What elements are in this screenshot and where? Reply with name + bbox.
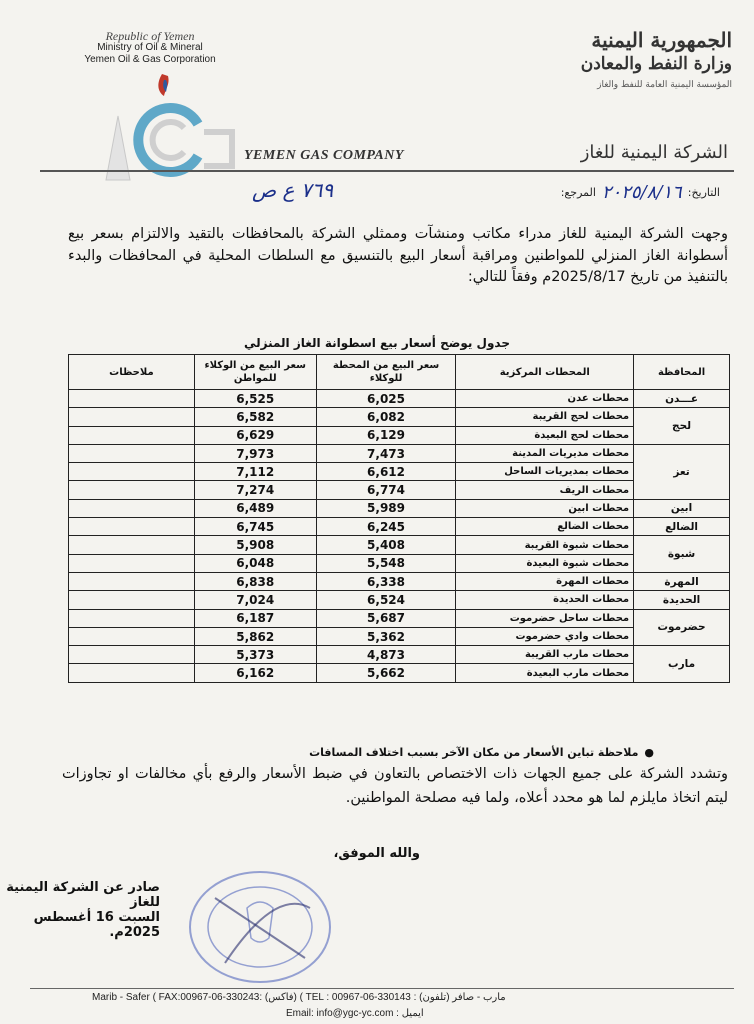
- notes-cell: [69, 390, 195, 408]
- table-row: [69, 591, 730, 609]
- station-cell: محطات مديريات المدينة: [456, 444, 634, 462]
- footer-email: Email: info@ygc-yc.com : ايميل: [286, 1008, 424, 1019]
- governorate-cell: لحج: [634, 408, 730, 445]
- station-price-cell: 6,338: [316, 572, 456, 590]
- agent-price-cell: 6,162: [194, 664, 316, 682]
- station-price-cell: 5,362: [316, 627, 456, 645]
- table-row: [69, 536, 730, 554]
- corporation-ar: المؤسسة اليمنية العامة للنفط والغاز: [597, 80, 732, 90]
- notes-cell: [69, 664, 195, 682]
- station-cell: محطات شبوة البعيدة: [456, 554, 634, 572]
- header-station: المحطات المركزية: [456, 355, 634, 390]
- table-row: [69, 646, 730, 664]
- station-price-cell: 6,082: [316, 408, 456, 426]
- table-row: [69, 664, 730, 682]
- governorate-cell: المهرة: [634, 572, 730, 590]
- governorate-cell: شبوة: [634, 536, 730, 573]
- table-header-row: [69, 355, 730, 390]
- ref-label: المرجع:: [560, 186, 596, 199]
- notes-cell: [69, 463, 195, 481]
- station-cell: محطات لحج البعيدة: [456, 426, 634, 444]
- station-price-cell: 5,989: [316, 499, 456, 517]
- yemen-gas-logo: [100, 70, 240, 190]
- header-divider: [40, 170, 734, 172]
- table-row: [69, 499, 730, 517]
- table-row: [69, 572, 730, 590]
- header-right-block: [522, 28, 732, 90]
- company-name-en: YEMEN GAS COMPANY: [244, 148, 404, 163]
- official-stamp-icon: [185, 868, 335, 986]
- governorate-cell: تعز: [634, 444, 730, 499]
- corporation-en: Yemen Oil & Gas Corporation: [84, 54, 216, 65]
- header-agent-price: سعر البيع من الوكلاء للمواطن: [194, 355, 316, 390]
- agent-price-cell: 5,373: [194, 646, 316, 664]
- governorate-cell: حضرموت: [634, 609, 730, 646]
- notes-cell: [69, 518, 195, 536]
- date-value: ٢٠٢٥/٨/١٦: [601, 182, 682, 203]
- notes-cell: [69, 499, 195, 517]
- agent-price-cell: 5,862: [194, 627, 316, 645]
- issue-date: السبت 16 أغسطس 2025م.: [33, 910, 160, 940]
- closing-greeting: والله الموفق،: [333, 846, 420, 861]
- republic-en: Republic of Yemen: [105, 29, 195, 43]
- notes-cell: [69, 444, 195, 462]
- table-note: [0, 746, 654, 759]
- notes-cell: [69, 554, 195, 572]
- agent-price-cell: 7,973: [194, 444, 316, 462]
- table-row: [69, 444, 730, 462]
- ref-value: ٧٦٩ ع ص: [252, 178, 334, 202]
- station-cell: محطات بمديريات الساحل: [456, 463, 634, 481]
- footer-divider: [30, 988, 734, 989]
- station-cell: محطات وادي حضرموت: [456, 627, 634, 645]
- station-price-cell: 5,687: [316, 609, 456, 627]
- station-cell: محطات مارب القريبة: [456, 646, 634, 664]
- table-row: [69, 481, 730, 499]
- station-price-cell: 5,662: [316, 664, 456, 682]
- table-row: [69, 426, 730, 444]
- bullet-icon: ●: [644, 746, 654, 759]
- ministry-ar: وزارة النفط والمعادن: [580, 54, 732, 74]
- station-price-cell: 4,873: [316, 646, 456, 664]
- station-price-cell: 7,473: [316, 444, 456, 462]
- table-title: جدول يوضح أسعار بيع اسطوانة الغاز المنزلي: [244, 336, 510, 350]
- ministry-en: Ministry of Oil & Mineral: [97, 42, 203, 53]
- notes-cell: [69, 481, 195, 499]
- station-price-cell: 5,408: [316, 536, 456, 554]
- closing-paragraph: وتشدد الشركة على جميع الجهات ذات الاختصاص بالتعاون في ضبط الأسعار والرفع بأي مخالفات او تجاوزات ليتم اتخاذ مايلزم لما هو محدد أعلاه، ولما فيه مصلحة المواطنين.: [62, 766, 728, 806]
- governorate-cell: الحديدة: [634, 591, 730, 609]
- station-price-cell: 5,548: [316, 554, 456, 572]
- agent-price-cell: 6,582: [194, 408, 316, 426]
- station-price-cell: 6,245: [316, 518, 456, 536]
- header-station-price: سعر البيع من المحطة للوكلاء: [316, 355, 456, 390]
- notes-cell: [69, 591, 195, 609]
- agent-price-cell: 6,048: [194, 554, 316, 572]
- notes-cell: [69, 426, 195, 444]
- agent-price-cell: 6,745: [194, 518, 316, 536]
- header-notes: ملاحظات: [69, 355, 195, 390]
- notes-cell: [69, 609, 195, 627]
- station-price-cell: 6,774: [316, 481, 456, 499]
- station-cell: محطات الضالع: [456, 518, 634, 536]
- station-cell: محطات عدن: [456, 390, 634, 408]
- station-cell: محطات ابين: [456, 499, 634, 517]
- table-row: [69, 518, 730, 536]
- station-price-cell: 6,129: [316, 426, 456, 444]
- station-cell: محطات المهرة: [456, 572, 634, 590]
- date-label: التاريخ:: [687, 186, 720, 199]
- station-cell: محطات الحديدة: [456, 591, 634, 609]
- header-left-block: [60, 30, 240, 66]
- table-row: [69, 554, 730, 572]
- footer-contact: Marib - Safer ( FAX:00967-06-330243: (فاكس) ( TEL : 00967-06-330143 : (تلفون) مارب - صافر: [92, 992, 506, 1003]
- header-governorate: المحافظة: [634, 355, 730, 390]
- notes-cell: [69, 646, 195, 664]
- table-row: [69, 463, 730, 481]
- agent-price-cell: 6,187: [194, 609, 316, 627]
- station-cell: محطات ساحل حضرموت: [456, 609, 634, 627]
- agent-price-cell: 7,274: [194, 481, 316, 499]
- notes-cell: [69, 572, 195, 590]
- governorate-cell: الضالع: [634, 518, 730, 536]
- station-price-cell: 6,025: [316, 390, 456, 408]
- issuer-line: صادر عن الشركة اليمنية للغاز: [6, 880, 160, 910]
- notes-cell: [69, 408, 195, 426]
- intro-paragraph: وجهت الشركة اليمنية للغاز مدراء مكاتب ومنشآت وممثلي الشركة بالمحافظات بالتقيد والالتزام بسعر بيع أسطوانة الغاز المنزلي للمواطنين ومراقبة أسعار البيع بالتنسيق مع السلطات المحلية في المحافظات والبدء بالتنفيذ من تاريخ 2025/8/17م وفقاً للتالي:: [68, 226, 728, 285]
- prices-table: [68, 354, 730, 683]
- agent-price-cell: 6,838: [194, 572, 316, 590]
- agent-price-cell: 5,908: [194, 536, 316, 554]
- notes-cell: [69, 627, 195, 645]
- station-cell: محطات شبوة القريبة: [456, 536, 634, 554]
- station-cell: محطات مارب البعيدة: [456, 664, 634, 682]
- governorate-cell: عـــدن: [634, 390, 730, 408]
- station-price-cell: 6,612: [316, 463, 456, 481]
- agent-price-cell: 6,525: [194, 390, 316, 408]
- station-price-cell: 6,524: [316, 591, 456, 609]
- agent-price-cell: 7,112: [194, 463, 316, 481]
- company-name-ar: الشركة اليمنية للغاز: [580, 142, 728, 163]
- table-row: [69, 627, 730, 645]
- notes-cell: [69, 536, 195, 554]
- republic-ar: الجمهورية اليمنية: [591, 28, 732, 52]
- station-cell: محطات الريف: [456, 481, 634, 499]
- agent-price-cell: 7,024: [194, 591, 316, 609]
- agent-price-cell: 6,629: [194, 426, 316, 444]
- table-row: [69, 390, 730, 408]
- table-row: [69, 609, 730, 627]
- table-row: [69, 408, 730, 426]
- governorate-cell: مارب: [634, 646, 730, 683]
- note-text: ملاحظة تباين الأسعار من مكان الآخر بسبب اختلاف المسافات: [309, 746, 639, 759]
- governorate-cell: ابين: [634, 499, 730, 517]
- date-line: [370, 182, 720, 203]
- agent-price-cell: 6,489: [194, 499, 316, 517]
- station-cell: محطات لحج القريبة: [456, 408, 634, 426]
